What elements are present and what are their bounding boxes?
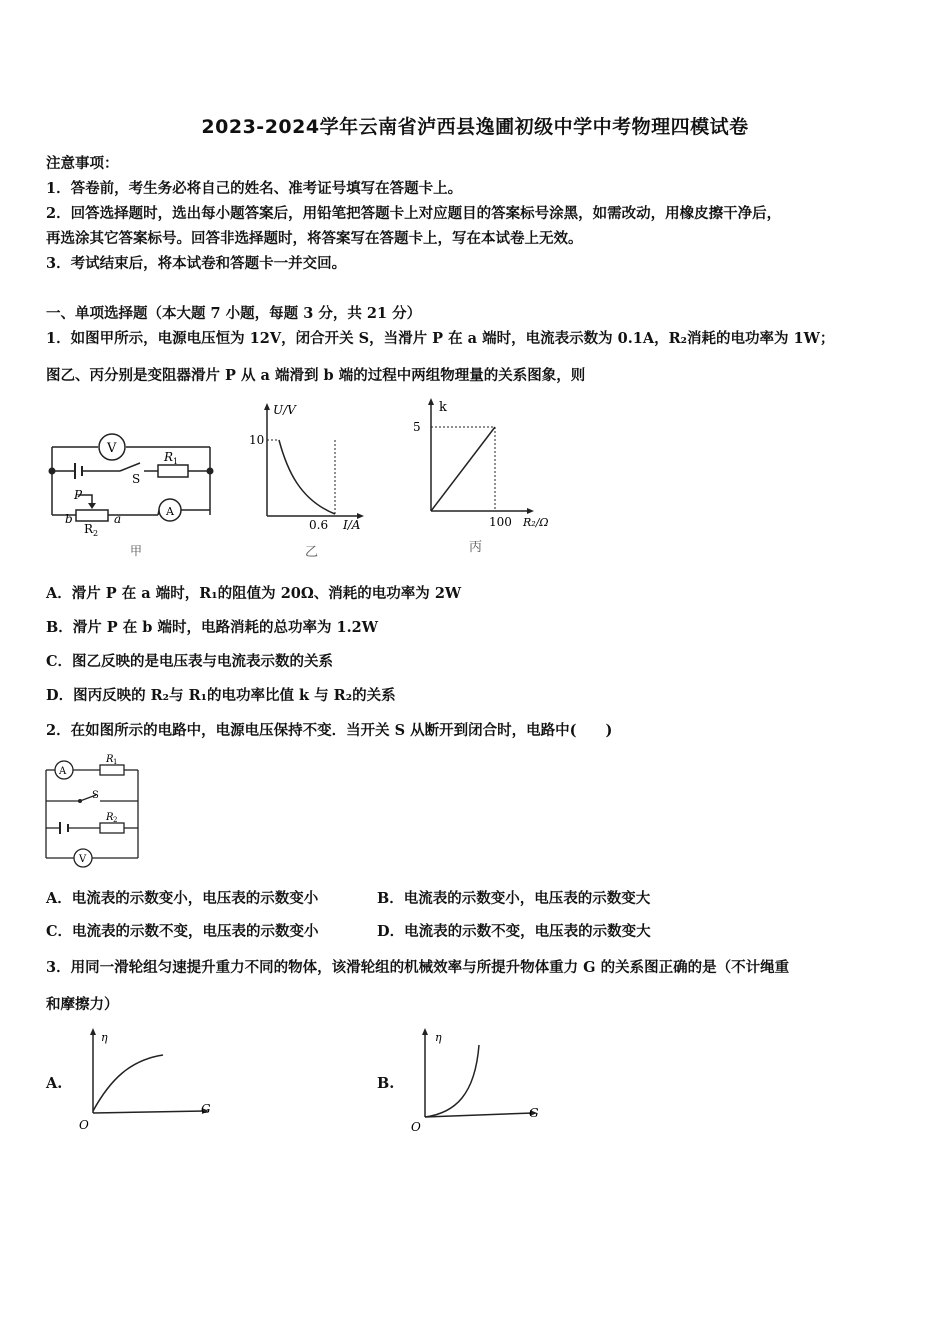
yi-xtick: 0.6 — [309, 518, 329, 532]
ammeter-label: A — [166, 505, 174, 518]
notice-item: 再选涂其它答案标号。回答非选择题时，将答案写在答题卡上，写在本试卷上无效。 — [46, 230, 583, 247]
q2-ammeter-label: A — [59, 766, 67, 777]
q1-circuit-figure — [40, 425, 230, 560]
yi-ylabel: U/V — [273, 403, 296, 417]
q2-stem: 2．在如图所示的电路中，电源电压保持不变．当开关 S 从断开到闭合时，电路中( ) — [46, 722, 613, 739]
bing-xlabel: R₂/Ω — [523, 516, 549, 529]
q3b-origin-label: O — [411, 1120, 421, 1134]
bing-ytick: 5 — [413, 420, 421, 434]
q1-graph-yi — [245, 400, 375, 560]
q1-graph-bing — [405, 395, 565, 555]
yi-xlabel: I/A — [343, 518, 361, 532]
notice-item: 3．考试结束后，将本试卷和答题卡一并交回。 — [46, 255, 347, 272]
q1-stem-line1: 1．如图甲所示，电源电压恒为 12V，闭合开关 S，当滑片 P 在 a 端时，电流表示数为 0.1A，R₂消耗的电功率为 1W； — [46, 330, 835, 347]
q2-circuit-figure — [40, 752, 150, 872]
q3a-y-label: η — [101, 1031, 108, 1044]
r2-label: R — [84, 522, 94, 536]
notice-heading: 注意事项： — [46, 155, 119, 172]
fig-jia-caption: 甲 — [130, 544, 143, 558]
r1-label: R — [164, 450, 174, 464]
voltmeter-label: V — [107, 441, 117, 456]
q2-voltmeter-label: V — [79, 854, 87, 865]
q1-option-b: B．滑片 P 在 b 端时，电路消耗的总功率为 1.2W — [46, 619, 379, 636]
q2-option-d: D．电流表的示数不变，电压表的示数变大 — [377, 923, 651, 940]
page-title: 2023-2024学年云南省泸西县逸圃初级中学中考物理四模试卷 — [201, 116, 749, 138]
fig-bing-caption: 丙 — [469, 540, 483, 555]
q2-r2-subscript: 2 — [113, 816, 118, 824]
q3-stem-line1: 3．用同一滑轮组匀速提升重力不同的物体，该滑轮组的机械效率与所提升物体重力 G 的关系图正确的是（不计绳重 — [46, 959, 790, 976]
q3b-y-label: η — [435, 1031, 442, 1044]
end-a-label: a — [114, 512, 122, 526]
q2-option-c: C．电流表的示数不变，电压表的示数变小 — [46, 923, 319, 940]
notice-item: 2．回答选择题时，选出每小题答案后，用铅笔把答题卡上对应题目的答案标号涂黑，如需改动，用橡皮擦干净后， — [46, 205, 782, 222]
q3a-origin-label: O — [79, 1118, 89, 1132]
q2-option-a: A．电流表的示数变小，电压表的示数变小 — [46, 890, 319, 907]
notice-item: 1．答卷前，考生务必将自己的姓名、准考证号填写在答题卡上。 — [46, 180, 463, 197]
q2-r1-label: R — [106, 754, 114, 765]
q3-graph-b — [405, 1025, 555, 1135]
slider-p-label: P — [74, 488, 83, 502]
q3-option-a-label: A. — [46, 1075, 63, 1092]
bing-xtick: 100 — [489, 515, 512, 529]
q3-stem-line2: 和摩擦力） — [46, 996, 119, 1013]
end-b-label: b — [65, 512, 73, 526]
section-heading: 一、单项选择题（本大题 7 小题，每题 3 分，共 21 分） — [46, 305, 422, 322]
fig-yi-caption: 乙 — [305, 545, 319, 560]
yi-ytick: 10 — [249, 433, 265, 447]
q1-option-c: C．图乙反映的是电压表与电流表示数的关系 — [46, 653, 334, 670]
q3a-x-label: G — [201, 1102, 211, 1116]
r2-subscript: 2 — [93, 529, 99, 538]
q2-switch-label: S — [92, 790, 99, 801]
q1-stem-line2: 图乙、丙分别是变阻器滑片 P 从 a 端滑到 b 端的过程中两组物理量的关系图象，则 — [46, 367, 586, 384]
q3-graph-a — [75, 1025, 225, 1135]
q3b-x-label: G — [529, 1106, 539, 1120]
q2-r2-label: R — [106, 812, 114, 823]
switch-label: S — [132, 472, 141, 486]
q2-r1-subscript: 1 — [113, 758, 118, 766]
bing-ylabel: k — [439, 400, 447, 415]
q3-option-b-label: B. — [377, 1075, 395, 1092]
r1-subscript: 1 — [173, 457, 179, 466]
q1-option-d: D．图丙反映的 R₂与 R₁的电功率比值 k 与 R₂的关系 — [46, 687, 396, 704]
q1-option-a: A．滑片 P 在 a 端时，R₁的阻值为 20Ω、消耗的电功率为 2W — [46, 585, 462, 602]
q2-option-b: B．电流表的示数变小，电压表的示数变大 — [377, 890, 651, 907]
